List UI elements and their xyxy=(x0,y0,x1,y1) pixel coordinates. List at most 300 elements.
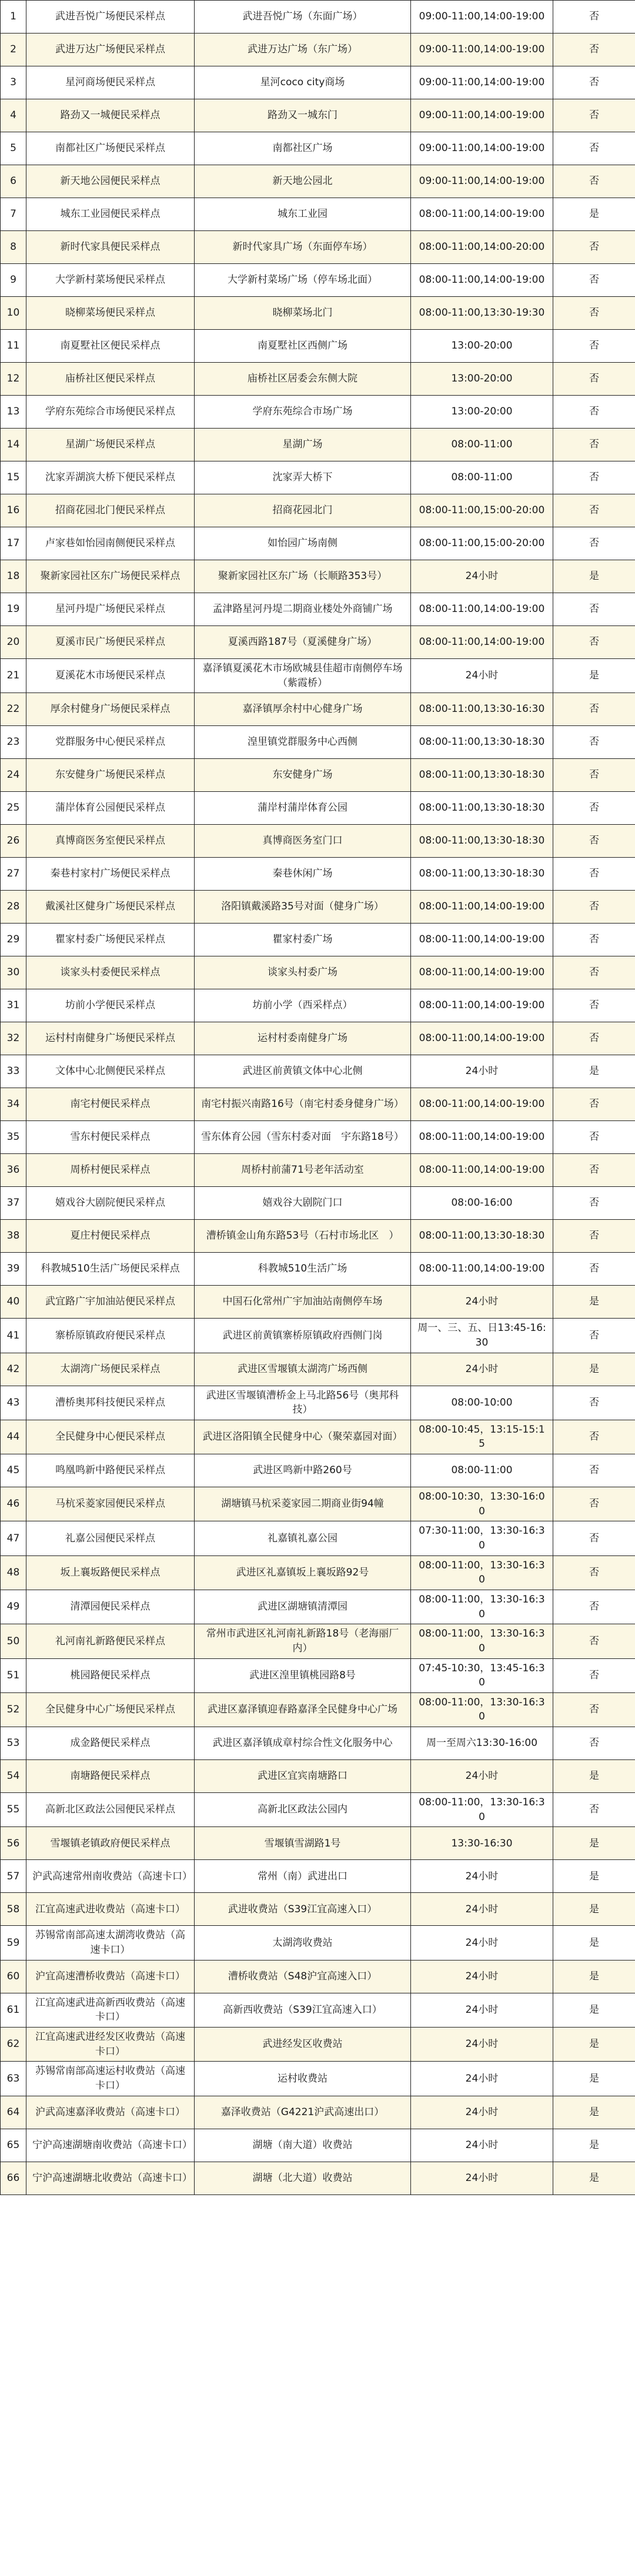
all-day-flag: 否 xyxy=(553,759,635,792)
row-number: 5 xyxy=(1,132,26,165)
row-number: 27 xyxy=(1,858,26,891)
open-hours: 08:00-11:00,15:00-20:00 xyxy=(411,527,553,560)
site-address: 湟里镇党群服务中心西侧 xyxy=(195,726,411,759)
table-body xyxy=(1,1,635,2195)
open-hours: 24小时 xyxy=(411,2062,553,2096)
site-address: 武进区湖塘镇清潭园 xyxy=(195,1590,411,1624)
site-address: 高新西收费站（S39江宜高速入口） xyxy=(195,1993,411,2027)
all-day-flag: 否 xyxy=(553,429,635,461)
all-day-flag: 否 xyxy=(553,527,635,560)
site-address: 嬉戏谷大剧院门口 xyxy=(195,1187,411,1220)
site-name: 坊前小学便民采样点 xyxy=(26,989,195,1022)
table-row xyxy=(1,66,635,99)
open-hours: 周一、三、五、日13:45-16:30 xyxy=(411,1319,553,1353)
open-hours: 24小时 xyxy=(411,2027,553,2061)
all-day-flag: 否 xyxy=(553,626,635,659)
site-name: 运村村南健身广场便民采样点 xyxy=(26,1022,195,1055)
site-address: 雪东体育公园（雪东村委对面 宇东路18号） xyxy=(195,1121,411,1154)
row-number: 38 xyxy=(1,1220,26,1253)
all-day-flag: 否 xyxy=(553,99,635,132)
all-day-flag: 否 xyxy=(553,34,635,66)
site-name: 戴溪社区健身广场便民采样点 xyxy=(26,891,195,924)
site-name: 厚余村健身广场便民采样点 xyxy=(26,693,195,726)
site-address: 聚新家园社区东广场（长顺路353号） xyxy=(195,560,411,593)
all-day-flag: 否 xyxy=(553,891,635,924)
table-row xyxy=(1,1658,635,1692)
site-address: 湖塘镇马杭采菱家园二期商业街94幢 xyxy=(195,1487,411,1521)
site-address: 运村收费站 xyxy=(195,2062,411,2096)
site-address: 大学新村菜场广场（停车场北面） xyxy=(195,264,411,297)
table-row xyxy=(1,1088,635,1121)
open-hours: 08:00-16:00 xyxy=(411,1187,553,1220)
row-number: 35 xyxy=(1,1121,26,1154)
site-name: 路劲又一城便民采样点 xyxy=(26,99,195,132)
site-address: 洛阳镇戴溪路35号对面（健身广场） xyxy=(195,891,411,924)
all-day-flag: 否 xyxy=(553,132,635,165)
row-number: 65 xyxy=(1,2129,26,2162)
site-address: 武进区洛阳镇全民健身中心（聚荣嘉园对面） xyxy=(195,1420,411,1454)
site-name: 全民健身中心广场便民采样点 xyxy=(26,1692,195,1727)
all-day-flag: 否 xyxy=(553,924,635,956)
all-day-flag: 是 xyxy=(553,1893,635,1926)
table-row xyxy=(1,1187,635,1220)
site-name: 南夏墅社区便民采样点 xyxy=(26,330,195,363)
table-row xyxy=(1,2096,635,2129)
site-name: 南都社区广场便民采样点 xyxy=(26,132,195,165)
all-day-flag: 否 xyxy=(553,1793,635,1827)
site-address: 庙桥社区居委会东侧大院 xyxy=(195,363,411,396)
site-address: 漕桥收费站（S48沪宜高速入口） xyxy=(195,1960,411,1993)
site-address: 嘉泽镇夏溪花木市场欧城县佳超市南侧停车场（紫霞桥） xyxy=(195,659,411,693)
site-name: 真博商医务室便民采样点 xyxy=(26,825,195,858)
row-number: 64 xyxy=(1,2096,26,2129)
site-address: 新时代家具广场（东面停车场） xyxy=(195,231,411,264)
table-row xyxy=(1,1692,635,1727)
open-hours: 08:00-11:00,14:00-19:00 xyxy=(411,198,553,231)
open-hours: 08:00-11:00,13:30-18:30 xyxy=(411,1220,553,1253)
table-row xyxy=(1,825,635,858)
open-hours: 09:00-11:00,14:00-19:00 xyxy=(411,34,553,66)
row-number: 1 xyxy=(1,1,26,34)
site-address: 星湖广场 xyxy=(195,429,411,461)
open-hours: 08:00-11:00,14:00-19:00 xyxy=(411,924,553,956)
site-name: 星湖广场便民采样点 xyxy=(26,429,195,461)
row-number: 34 xyxy=(1,1088,26,1121)
all-day-flag: 否 xyxy=(553,693,635,726)
open-hours: 08:00-11:00,14:00-19:00 xyxy=(411,1088,553,1121)
site-name: 庙桥社区便民采样点 xyxy=(26,363,195,396)
row-number: 23 xyxy=(1,726,26,759)
site-address: 武进收费站（S39江宜高速入口） xyxy=(195,1893,411,1926)
open-hours: 24小时 xyxy=(411,2162,553,2194)
site-name: 马杭采菱家园便民采样点 xyxy=(26,1487,195,1521)
table-row xyxy=(1,1624,635,1658)
site-name: 高新北区政法公园便民采样点 xyxy=(26,1793,195,1827)
all-day-flag: 是 xyxy=(553,2129,635,2162)
table-row xyxy=(1,1286,635,1319)
table-row xyxy=(1,34,635,66)
row-number: 25 xyxy=(1,792,26,825)
table-row xyxy=(1,726,635,759)
site-name: 寨桥原镇政府便民采样点 xyxy=(26,1319,195,1353)
site-address: 武进区礼嘉镇坂上襄坂路92号 xyxy=(195,1555,411,1590)
table-row xyxy=(1,1893,635,1926)
table-row xyxy=(1,1253,635,1286)
all-day-flag: 否 xyxy=(553,1555,635,1590)
open-hours: 13:30-16:30 xyxy=(411,1827,553,1860)
table-row xyxy=(1,1154,635,1187)
open-hours: 24小时 xyxy=(411,1353,553,1386)
all-day-flag: 否 xyxy=(553,1253,635,1286)
row-number: 31 xyxy=(1,989,26,1022)
open-hours: 09:00-11:00,14:00-19:00 xyxy=(411,1,553,34)
site-address: 科教城510生活广场 xyxy=(195,1253,411,1286)
table-row xyxy=(1,792,635,825)
table-row xyxy=(1,1353,635,1386)
row-number: 8 xyxy=(1,231,26,264)
row-number: 43 xyxy=(1,1386,26,1420)
site-name: 太湖湾广场便民采样点 xyxy=(26,1353,195,1386)
site-name: 夏溪花木市场便民采样点 xyxy=(26,659,195,693)
site-address: 坊前小学（西采样点） xyxy=(195,989,411,1022)
row-number: 10 xyxy=(1,297,26,330)
row-number: 30 xyxy=(1,956,26,989)
all-day-flag: 否 xyxy=(553,363,635,396)
site-address: 武进区雪堰镇漕桥金上马北路56号（奥邦科技） xyxy=(195,1386,411,1420)
open-hours: 08:00-11:00 xyxy=(411,429,553,461)
site-address: 武进区嘉泽镇成章村综合性文化服务中心 xyxy=(195,1727,411,1760)
row-number: 59 xyxy=(1,1926,26,1960)
all-day-flag: 否 xyxy=(553,1088,635,1121)
site-name: 宁沪高速湖塘北收费站（高速卡口） xyxy=(26,2162,195,2194)
table-row xyxy=(1,1727,635,1760)
site-address: 南都社区广场 xyxy=(195,132,411,165)
all-day-flag: 是 xyxy=(553,1993,635,2027)
open-hours: 09:00-11:00,14:00-19:00 xyxy=(411,132,553,165)
table-row xyxy=(1,1827,635,1860)
site-address: 武进区前黄镇寨桥原镇政府西侧门岗 xyxy=(195,1319,411,1353)
row-number: 66 xyxy=(1,2162,26,2194)
row-number: 7 xyxy=(1,198,26,231)
all-day-flag: 是 xyxy=(553,2162,635,2194)
open-hours: 08:00-11:00，13:30-16:30 xyxy=(411,1624,553,1658)
table-row xyxy=(1,1487,635,1521)
row-number: 2 xyxy=(1,34,26,66)
site-address: 谈家头村委广场 xyxy=(195,956,411,989)
open-hours: 24小时 xyxy=(411,1960,553,1993)
table-row xyxy=(1,2027,635,2061)
open-hours: 08:00-11:00,13:30-19:30 xyxy=(411,297,553,330)
site-address: 周桥村前蒲71号老年活动室 xyxy=(195,1154,411,1187)
table-row xyxy=(1,1,635,34)
site-name: 瞿家村委广场便民采样点 xyxy=(26,924,195,956)
open-hours: 08:00-11:00,14:00-19:00 xyxy=(411,593,553,626)
table-row xyxy=(1,461,635,494)
row-number: 42 xyxy=(1,1353,26,1386)
site-name: 城东工业园便民采样点 xyxy=(26,198,195,231)
site-address: 武进区嘉泽镇迎春路嘉泽全民健身中心广场 xyxy=(195,1692,411,1727)
table-row xyxy=(1,198,635,231)
open-hours: 08:00-11:00，13:30-16:30 xyxy=(411,1590,553,1624)
open-hours: 08:00-11:00 xyxy=(411,461,553,494)
all-day-flag: 否 xyxy=(553,461,635,494)
table-row xyxy=(1,2062,635,2096)
row-number: 22 xyxy=(1,693,26,726)
open-hours: 08:00-11:00,14:00-19:00 xyxy=(411,1253,553,1286)
site-name: 学府东苑综合市场便民采样点 xyxy=(26,396,195,429)
site-name: 礼河南礼新路便民采样点 xyxy=(26,1624,195,1658)
site-name: 蒲岸体育公园便民采样点 xyxy=(26,792,195,825)
site-address: 常州（南）武进出口 xyxy=(195,1860,411,1893)
table-row xyxy=(1,1760,635,1793)
all-day-flag: 否 xyxy=(553,1487,635,1521)
table-row xyxy=(1,560,635,593)
table-row xyxy=(1,165,635,198)
open-hours: 09:00-11:00,14:00-19:00 xyxy=(411,66,553,99)
row-number: 26 xyxy=(1,825,26,858)
table-row xyxy=(1,1220,635,1253)
table-row xyxy=(1,891,635,924)
table-row xyxy=(1,1055,635,1088)
site-name: 桃园路便民采样点 xyxy=(26,1658,195,1692)
open-hours: 08:00-11:00，13:30-16:30 xyxy=(411,1793,553,1827)
row-number: 29 xyxy=(1,924,26,956)
table-row xyxy=(1,1319,635,1353)
site-address: 武进区湟里镇桃园路8号 xyxy=(195,1658,411,1692)
site-address: 武进万达广场（东广场） xyxy=(195,34,411,66)
all-day-flag: 否 xyxy=(553,825,635,858)
site-address: 武进吾悦广场（东面广场） xyxy=(195,1,411,34)
site-name: 武进万达广场便民采样点 xyxy=(26,34,195,66)
site-address: 招商花园北门 xyxy=(195,494,411,527)
all-day-flag: 否 xyxy=(553,1420,635,1454)
site-name: 全民健身中心便民采样点 xyxy=(26,1420,195,1454)
all-day-flag: 否 xyxy=(553,1692,635,1727)
all-day-flag: 否 xyxy=(553,396,635,429)
all-day-flag: 是 xyxy=(553,2096,635,2129)
site-address: 学府东苑综合市场广场 xyxy=(195,396,411,429)
table-row xyxy=(1,231,635,264)
open-hours: 24小时 xyxy=(411,2129,553,2162)
site-name: 星河丹堤广场便民采样点 xyxy=(26,593,195,626)
all-day-flag: 否 xyxy=(553,1154,635,1187)
row-number: 14 xyxy=(1,429,26,461)
open-hours: 08:00-11:00,13:30-16:30 xyxy=(411,693,553,726)
site-address: 晓柳菜场北门 xyxy=(195,297,411,330)
site-name: 雪堰镇老镇政府便民采样点 xyxy=(26,1827,195,1860)
all-day-flag: 是 xyxy=(553,1055,635,1088)
table-row xyxy=(1,659,635,693)
table-row xyxy=(1,593,635,626)
table-row xyxy=(1,858,635,891)
site-name: 夏溪市民广场便民采样点 xyxy=(26,626,195,659)
site-address: 武进区宜宾南塘路口 xyxy=(195,1760,411,1793)
open-hours: 08:00-11:00,15:00-20:00 xyxy=(411,494,553,527)
row-number: 45 xyxy=(1,1454,26,1487)
site-name: 鸣凰鸣新中路便民采样点 xyxy=(26,1454,195,1487)
site-address: 新天地公园北 xyxy=(195,165,411,198)
table-row xyxy=(1,132,635,165)
open-hours: 08:00-11:00,14:00-19:00 xyxy=(411,989,553,1022)
site-name: 嬉戏谷大剧院便民采样点 xyxy=(26,1187,195,1220)
all-day-flag: 否 xyxy=(553,264,635,297)
table-row xyxy=(1,330,635,363)
all-day-flag: 否 xyxy=(553,989,635,1022)
open-hours: 24小时 xyxy=(411,1055,553,1088)
open-hours: 08:00-10:45，13:15-15:15 xyxy=(411,1420,553,1454)
all-day-flag: 是 xyxy=(553,1926,635,1960)
site-name: 清潭园便民采样点 xyxy=(26,1590,195,1624)
site-name: 南宅村便民采样点 xyxy=(26,1088,195,1121)
open-hours: 08:00-11:00,14:00-19:00 xyxy=(411,956,553,989)
site-name: 招商花园北门便民采样点 xyxy=(26,494,195,527)
open-hours: 08:00-11:00,14:00-20:00 xyxy=(411,231,553,264)
row-number: 47 xyxy=(1,1521,26,1555)
row-number: 36 xyxy=(1,1154,26,1187)
site-address: 运村村委南健身广场 xyxy=(195,1022,411,1055)
site-address: 沈家弄大桥下 xyxy=(195,461,411,494)
site-name: 江宜高速武进经发区收费站（高速卡口） xyxy=(26,2027,195,2061)
site-address: 嘉泽收费站（G4221沪武高速出口） xyxy=(195,2096,411,2129)
table-row xyxy=(1,1454,635,1487)
all-day-flag: 否 xyxy=(553,1521,635,1555)
table-row xyxy=(1,2129,635,2162)
open-hours: 09:00-11:00,14:00-19:00 xyxy=(411,99,553,132)
site-name: 沪武高速嘉泽收费站（高速卡口） xyxy=(26,2096,195,2129)
site-address: 东安健身广场 xyxy=(195,759,411,792)
table-row xyxy=(1,99,635,132)
row-number: 33 xyxy=(1,1055,26,1088)
row-number: 4 xyxy=(1,99,26,132)
open-hours: 08:00-11:00，13:30-16:30 xyxy=(411,1692,553,1727)
row-number: 53 xyxy=(1,1727,26,1760)
table-row xyxy=(1,1420,635,1454)
table-row xyxy=(1,956,635,989)
open-hours: 08:00-11:00,14:00-19:00 xyxy=(411,1154,553,1187)
row-number: 32 xyxy=(1,1022,26,1055)
all-day-flag: 否 xyxy=(553,494,635,527)
all-day-flag: 否 xyxy=(553,1121,635,1154)
all-day-flag: 否 xyxy=(553,1220,635,1253)
table-row xyxy=(1,693,635,726)
site-address: 武进区鸣新中路260号 xyxy=(195,1454,411,1487)
all-day-flag: 是 xyxy=(553,1827,635,1860)
site-address: 路劲又一城东门 xyxy=(195,99,411,132)
site-name: 夏庄村便民采样点 xyxy=(26,1220,195,1253)
open-hours: 08:00-10:00 xyxy=(411,1386,553,1420)
site-name: 沪宜高速漕桥收费站（高速卡口） xyxy=(26,1960,195,1993)
open-hours: 08:00-11:00,14:00-19:00 xyxy=(411,626,553,659)
all-day-flag: 否 xyxy=(553,165,635,198)
open-hours: 08:00-11:00,13:30-18:30 xyxy=(411,858,553,891)
site-name: 宁沪高速湖塘南收费站（高速卡口） xyxy=(26,2129,195,2162)
site-name: 沪武高速常州南收费站（高速卡口） xyxy=(26,1860,195,1893)
open-hours: 周一至周六13:30-16:00 xyxy=(411,1727,553,1760)
site-name: 苏锡常南部高速运村收费站（高速卡口） xyxy=(26,2062,195,2096)
all-day-flag: 否 xyxy=(553,1022,635,1055)
table-row xyxy=(1,297,635,330)
row-number: 9 xyxy=(1,264,26,297)
open-hours: 08:00-11:00,14:00-19:00 xyxy=(411,264,553,297)
site-address: 湖塘（南大道）收费站 xyxy=(195,2129,411,2162)
row-number: 28 xyxy=(1,891,26,924)
site-address: 南宅村振兴南路16号（南宅村委身健身广场） xyxy=(195,1088,411,1121)
row-number: 57 xyxy=(1,1860,26,1893)
open-hours: 13:00-20:00 xyxy=(411,396,553,429)
site-name: 东安健身广场便民采样点 xyxy=(26,759,195,792)
row-number: 48 xyxy=(1,1555,26,1590)
site-address: 高新北区政法公园内 xyxy=(195,1793,411,1827)
site-address: 夏溪西路187号（夏溪健身广场） xyxy=(195,626,411,659)
all-day-flag: 是 xyxy=(553,1760,635,1793)
site-name: 礼嘉公园便民采样点 xyxy=(26,1521,195,1555)
table-row xyxy=(1,1555,635,1590)
all-day-flag: 否 xyxy=(553,1658,635,1692)
all-day-flag: 否 xyxy=(553,330,635,363)
site-name: 大学新村菜场便民采样点 xyxy=(26,264,195,297)
site-address: 礼嘉镇礼嘉公园 xyxy=(195,1521,411,1555)
all-day-flag: 是 xyxy=(553,659,635,693)
row-number: 49 xyxy=(1,1590,26,1624)
site-name: 江宜高速武进收费站（高速卡口） xyxy=(26,1893,195,1926)
all-day-flag: 是 xyxy=(553,2027,635,2061)
row-number: 50 xyxy=(1,1624,26,1658)
site-address: 常州市武进区礼河南礼新路18号（老海丽厂内） xyxy=(195,1624,411,1658)
open-hours: 08:00-11:00,13:30-18:30 xyxy=(411,726,553,759)
open-hours: 08:00-11:00,13:30-18:30 xyxy=(411,759,553,792)
open-hours: 08:00-10:30，13:30-16:00 xyxy=(411,1487,553,1521)
open-hours: 08:00-11:00，13:30-16:30 xyxy=(411,1555,553,1590)
row-number: 44 xyxy=(1,1420,26,1454)
open-hours: 13:00-20:00 xyxy=(411,330,553,363)
all-day-flag: 否 xyxy=(553,1454,635,1487)
open-hours: 24小时 xyxy=(411,1926,553,1960)
table-row xyxy=(1,1793,635,1827)
site-name: 苏锡常南部高速太湖湾收费站（高速卡口） xyxy=(26,1926,195,1960)
site-name: 武宜路广宇加油站便民采样点 xyxy=(26,1286,195,1319)
open-hours: 08:00-11:00 xyxy=(411,1454,553,1487)
row-number: 60 xyxy=(1,1960,26,1993)
row-number: 12 xyxy=(1,363,26,396)
table-row xyxy=(1,1521,635,1555)
all-day-flag: 否 xyxy=(553,726,635,759)
table-row xyxy=(1,1926,635,1960)
open-hours: 07:45-10:30，13:45-16:30 xyxy=(411,1658,553,1692)
table-row xyxy=(1,1590,635,1624)
site-address: 孟津路星河丹堤二期商业楼处外商铺广场 xyxy=(195,593,411,626)
table-row xyxy=(1,264,635,297)
row-number: 56 xyxy=(1,1827,26,1860)
site-name: 卢家巷如怡园南侧便民采样点 xyxy=(26,527,195,560)
site-address: 漕桥镇金山角东路53号（石村市场北区 ） xyxy=(195,1220,411,1253)
site-name: 周桥村便民采样点 xyxy=(26,1154,195,1187)
row-number: 54 xyxy=(1,1760,26,1793)
all-day-flag: 是 xyxy=(553,1286,635,1319)
row-number: 15 xyxy=(1,461,26,494)
open-hours: 08:00-11:00,14:00-19:00 xyxy=(411,1121,553,1154)
site-address: 南夏墅社区西侧广场 xyxy=(195,330,411,363)
all-day-flag: 否 xyxy=(553,858,635,891)
row-number: 6 xyxy=(1,165,26,198)
site-name: 雪东村便民采样点 xyxy=(26,1121,195,1154)
site-name: 晓柳菜场便民采样点 xyxy=(26,297,195,330)
row-number: 20 xyxy=(1,626,26,659)
row-number: 24 xyxy=(1,759,26,792)
site-address: 雪堰镇雪湖路1号 xyxy=(195,1827,411,1860)
open-hours: 08:00-11:00,14:00-19:00 xyxy=(411,891,553,924)
open-hours: 08:00-11:00,14:00-19:00 xyxy=(411,1022,553,1055)
site-address: 中国石化常州广宇加油站南侧停车场 xyxy=(195,1286,411,1319)
